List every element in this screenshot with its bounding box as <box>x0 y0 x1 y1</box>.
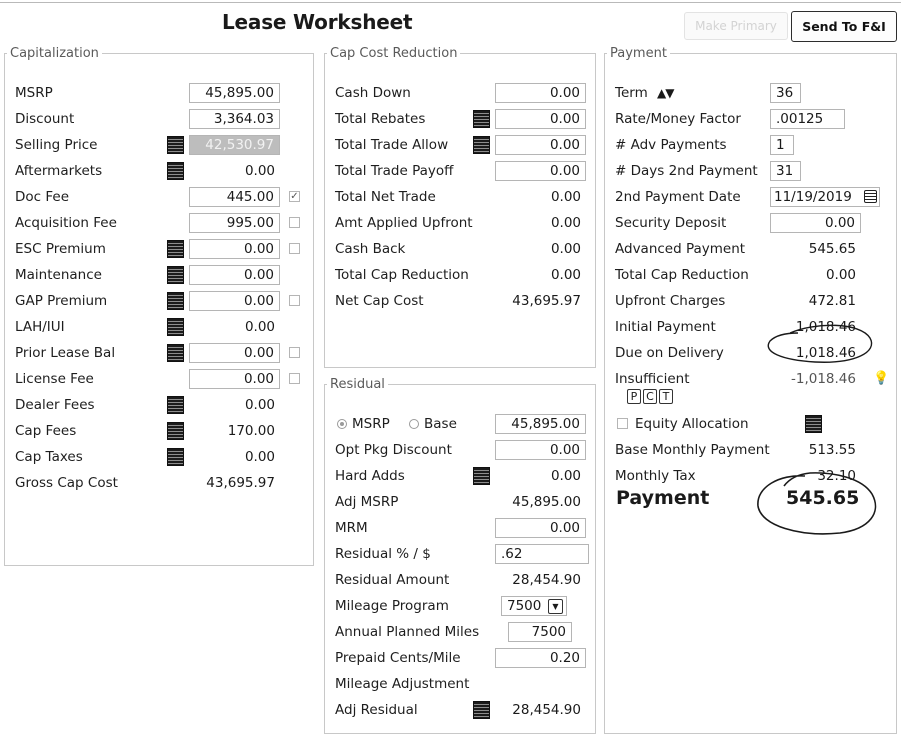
calculator-icon[interactable] <box>167 136 184 154</box>
aftermarkets-value: 0.00 <box>244 163 275 179</box>
calculator-icon[interactable] <box>167 240 184 258</box>
equity-allocation-checkbox[interactable] <box>617 418 628 429</box>
monthly-tax-value: 32.10 <box>817 468 856 484</box>
ccr-label: Total Cap Reduction <box>335 267 469 283</box>
residual-row-residual-amount <box>325 570 595 592</box>
term-input[interactable]: 36 <box>770 83 801 103</box>
cap-label: ESC Premium <box>15 241 106 257</box>
cap-row-discount <box>5 109 313 131</box>
payment-row-monthly-tax <box>605 466 896 488</box>
capitalization-panel <box>4 46 314 566</box>
calculator-icon[interactable] <box>167 162 184 180</box>
ccr-row-total-cap-reduction <box>325 265 595 287</box>
payment-row-total-cap-reduction <box>605 265 896 287</box>
residual-label: Mileage Program <box>335 598 449 614</box>
ccr-label: Total Trade Payoff <box>335 163 454 179</box>
advanced-payment-value: 545.65 <box>808 241 856 257</box>
base-radio-label: Base <box>424 416 457 432</box>
mileage-program-select[interactable] <box>501 596 567 616</box>
payment-label: Insufficient <box>615 371 690 387</box>
cap-label: Cap Fees <box>15 423 77 439</box>
due-on-delivery-value: 1,018.46 <box>795 345 856 361</box>
ccr-row-net-cap-cost <box>325 291 595 313</box>
ccr-label: Total Net Trade <box>335 189 436 205</box>
capitalization-legend: Capitalization <box>10 46 99 61</box>
insufficient-buttons <box>627 388 901 410</box>
residual-row-residual-pct <box>325 544 595 566</box>
cap-label: Cap Taxes <box>15 449 83 465</box>
payment-legend: Payment <box>610 46 667 61</box>
gross-cap-cost-value: 43,695.97 <box>206 475 275 491</box>
adj-msrp-value: 45,895.00 <box>512 494 581 510</box>
top-divider <box>0 2 901 3</box>
calculator-icon[interactable] <box>167 292 184 310</box>
send-to-fi-button[interactable]: Send To F&I <box>791 11 897 42</box>
gap-premium-checkbox[interactable] <box>289 295 300 306</box>
calculator-icon[interactable] <box>167 344 184 362</box>
cap-label: Prior Lease Bal <box>15 345 116 361</box>
residual-row-annual-planned-miles <box>325 622 595 644</box>
acquisition-fee-input[interactable]: 995.00 <box>189 213 280 233</box>
residual-row-opt-pkg-discount <box>325 440 595 462</box>
second-payment-date-input[interactable] <box>770 187 880 207</box>
residual-amount-value: 28,454.90 <box>512 572 581 588</box>
insufficient-value: -1,018.46 <box>791 371 856 387</box>
payment-total-cap-reduction-value: 0.00 <box>825 267 856 283</box>
ccr-label: Total Rebates <box>335 111 426 127</box>
cap-row-dealer-fees <box>5 395 313 417</box>
cap-cost-reduction-legend: Cap Cost Reduction <box>330 46 458 61</box>
total-trade-payoff-input[interactable]: 0.00 <box>495 161 586 181</box>
security-deposit-input[interactable]: 0.00 <box>770 213 861 233</box>
sort-arrows-icon[interactable]: ▲▼ <box>657 86 674 100</box>
ccr-label: Net Cap Cost <box>335 293 424 309</box>
money-factor-input[interactable]: .00125 <box>770 109 845 129</box>
residual-base-input[interactable]: 45,895.00 <box>495 414 586 434</box>
cap-label: Dealer Fees <box>15 397 95 413</box>
payment-label: Term <box>615 85 648 101</box>
residual-label: Adj Residual <box>335 702 418 718</box>
residual-row-adj-msrp <box>325 492 595 514</box>
calculator-icon[interactable] <box>805 415 822 433</box>
cash-down-input[interactable]: 0.00 <box>495 83 586 103</box>
cap-label: Selling Price <box>15 137 98 153</box>
residual-row-mileage-program <box>325 596 595 618</box>
ccr-label: Amt Applied Upfront <box>335 215 473 231</box>
net-cap-cost-value: 43,695.97 <box>512 293 581 309</box>
adv-payments-input[interactable]: 1 <box>770 135 794 155</box>
cap-row-maintenance <box>5 265 313 287</box>
calculator-icon[interactable] <box>167 266 184 284</box>
payment-label: Rate/Money Factor <box>615 111 741 127</box>
residual-label: Opt Pkg Discount <box>335 442 452 458</box>
ccr-row-total-trade-allow <box>325 135 595 157</box>
residual-label: Residual Amount <box>335 572 450 588</box>
payment-label: Initial Payment <box>615 319 716 335</box>
residual-label: Adj MSRP <box>335 494 399 510</box>
residual-row-mileage-adjustment <box>325 674 595 696</box>
cap-row-cap-fees <box>5 421 313 443</box>
page-title: Lease Worksheet <box>222 10 413 34</box>
license-fee-checkbox[interactable] <box>289 373 300 384</box>
chevron-down-icon[interactable]: ▼ <box>548 599 563 614</box>
payment-label: Advanced Payment <box>615 241 746 257</box>
make-primary-button[interactable]: Make Primary <box>684 12 788 40</box>
acquisition-fee-checkbox[interactable] <box>289 217 300 228</box>
ccr-row-total-trade-payoff <box>325 161 595 183</box>
residual-row-adj-residual <box>325 700 595 722</box>
cap-row-selling-price <box>5 135 313 157</box>
residual-row-basis <box>325 414 595 436</box>
hard-adds-value: 0.00 <box>550 468 581 484</box>
cap-label: Aftermarkets <box>15 163 103 179</box>
esc-premium-checkbox[interactable] <box>289 243 300 254</box>
payment-row-equity-allocation <box>605 414 896 436</box>
cap-row-msrp <box>5 83 313 105</box>
cap-fees-value: 170.00 <box>227 423 275 439</box>
payment-label: Due on Delivery <box>615 345 724 361</box>
payment-row-rate <box>605 109 896 131</box>
cap-label: License Fee <box>15 371 94 387</box>
residual-row-mrm <box>325 518 595 540</box>
msrp-radio[interactable] <box>337 416 390 432</box>
payment-total-label: Payment <box>616 487 710 509</box>
cap-row-gross-cap-cost <box>5 473 313 495</box>
radio-dot-icon <box>337 419 347 429</box>
calculator-icon[interactable] <box>473 701 490 719</box>
maintenance-input[interactable]: 0.00 <box>189 265 280 285</box>
payment-label: 2nd Payment Date <box>615 189 741 205</box>
residual-label: Mileage Adjustment <box>335 676 470 692</box>
residual-panel <box>324 377 596 734</box>
payment-label: Base Monthly Payment <box>615 442 770 458</box>
cap-row-lah-iui <box>5 317 313 339</box>
calculator-icon[interactable] <box>473 110 490 128</box>
payment-label: # Adv Payments <box>615 137 727 153</box>
payment-row-upfront-charges <box>605 291 896 313</box>
prepaid-cents-input[interactable]: 0.20 <box>495 648 586 668</box>
cap-label: Maintenance <box>15 267 102 283</box>
cap-label: Gross Cap Cost <box>15 475 118 491</box>
payment-row-security-deposit <box>605 213 896 235</box>
payment-label: # Days 2nd Payment <box>615 163 758 179</box>
cap-row-aftermarkets <box>5 161 313 183</box>
ccr-label: Cash Back <box>335 241 406 257</box>
payment-label: Equity Allocation <box>635 416 749 432</box>
cap-label: MSRP <box>15 85 53 101</box>
total-cap-reduction-value: 0.00 <box>550 267 581 283</box>
selling-price-input[interactable]: 42,530.97 <box>189 135 280 155</box>
payment-total-value: 545.65 <box>786 487 860 509</box>
residual-row-prepaid-cents <box>325 648 595 670</box>
cap-row-license-fee <box>5 369 313 391</box>
cap-label: Acquisition Fee <box>15 215 117 231</box>
msrp-input[interactable]: 45,895.00 <box>189 83 280 103</box>
cap-row-acquisition-fee <box>5 213 313 235</box>
payment-row-advanced-payment <box>605 239 896 261</box>
calculator-icon[interactable] <box>167 422 184 440</box>
discount-input[interactable]: 3,364.03 <box>189 109 280 129</box>
residual-legend: Residual <box>330 377 385 392</box>
residual-label: MRM <box>335 520 368 536</box>
license-fee-input[interactable]: 0.00 <box>189 369 280 389</box>
total-rebates-input[interactable]: 0.00 <box>495 109 586 129</box>
upfront-charges-value: 472.81 <box>808 293 856 309</box>
residual-label: Hard Adds <box>335 468 405 484</box>
cap-row-doc-fee <box>5 187 313 209</box>
cap-label: Doc Fee <box>15 189 70 205</box>
dealer-fees-value: 0.00 <box>244 397 275 413</box>
prior-lease-bal-checkbox[interactable] <box>289 347 300 358</box>
msrp-radio-label: MSRP <box>352 416 390 432</box>
cap-taxes-value: 0.00 <box>244 449 275 465</box>
residual-pct-input[interactable]: .62 <box>495 544 589 564</box>
ccr-row-total-net-trade <box>325 187 595 209</box>
cap-row-esc-premium <box>5 239 313 261</box>
t-button[interactable]: T <box>659 389 673 404</box>
initial-payment-value: 1,018.46 <box>795 319 856 335</box>
base-monthly-payment-value: 513.55 <box>808 442 856 458</box>
doc-fee-input[interactable]: 445.00 <box>189 187 280 207</box>
calculator-icon[interactable] <box>473 467 490 485</box>
payment-panel <box>604 46 897 734</box>
cap-row-cap-taxes <box>5 447 313 469</box>
cap-cost-reduction-panel <box>324 46 596 368</box>
payment-row-base-monthly <box>605 440 896 462</box>
gap-premium-input[interactable]: 0.00 <box>189 291 280 311</box>
cap-label: LAH/IUI <box>15 319 65 335</box>
calculator-icon[interactable] <box>167 396 184 414</box>
payment-row-due-on-delivery <box>605 343 896 365</box>
doc-fee-checkbox[interactable]: ✓ <box>290 191 299 202</box>
total-trade-allow-input[interactable]: 0.00 <box>495 135 586 155</box>
total-net-trade-value: 0.00 <box>550 189 581 205</box>
payment-row-adv-payments <box>605 135 896 157</box>
second-payment-date-value: 11/19/2019 <box>774 189 852 205</box>
calculator-icon[interactable] <box>473 136 490 154</box>
p-button[interactable]: P <box>627 389 641 404</box>
residual-label: Annual Planned Miles <box>335 624 480 640</box>
payment-label: Upfront Charges <box>615 293 726 309</box>
mileage-program-value: 7500 <box>507 598 542 614</box>
radio-dot-icon <box>409 419 419 429</box>
cap-label: GAP Premium <box>15 293 108 309</box>
adj-residual-value: 28,454.90 <box>512 702 581 718</box>
ccr-label: Cash Down <box>335 85 411 101</box>
cap-label: Discount <box>15 111 75 127</box>
payment-label: Security Deposit <box>615 215 727 231</box>
esc-premium-input[interactable]: 0.00 <box>189 239 280 259</box>
payment-row-term <box>605 83 896 105</box>
lightbulb-icon[interactable]: 💡 <box>873 371 890 386</box>
calendar-icon[interactable] <box>864 190 877 203</box>
residual-label: Residual % / $ <box>335 546 431 562</box>
amt-applied-upfront-value: 0.00 <box>550 215 581 231</box>
days-2nd-payment-input[interactable]: 31 <box>770 161 801 181</box>
residual-row-hard-adds <box>325 466 595 488</box>
ccr-row-cash-down <box>325 83 595 105</box>
cash-back-value: 0.00 <box>550 241 581 257</box>
cap-row-gap-premium <box>5 291 313 313</box>
ccr-row-amt-applied-upfront <box>325 213 595 235</box>
ccr-label: Total Trade Allow <box>335 137 449 153</box>
payment-label: Total Cap Reduction <box>615 267 749 283</box>
base-radio[interactable] <box>409 416 457 432</box>
prior-lease-bal-input[interactable]: 0.00 <box>189 343 280 363</box>
payment-label: Monthly Tax <box>615 468 696 484</box>
calculator-icon[interactable] <box>167 318 184 336</box>
mrm-input[interactable]: 0.00 <box>495 518 586 538</box>
calculator-icon[interactable] <box>167 448 184 466</box>
ccr-row-total-rebates <box>325 109 595 131</box>
opt-pkg-discount-input[interactable]: 0.00 <box>495 440 586 460</box>
cap-row-prior-lease-bal <box>5 343 313 365</box>
residual-label: Prepaid Cents/Mile <box>335 650 461 666</box>
payment-row-2nd-date <box>605 187 896 209</box>
c-button[interactable]: C <box>643 389 657 404</box>
payment-row-initial-payment <box>605 317 896 339</box>
lah-iui-value: 0.00 <box>244 319 275 335</box>
ccr-row-cash-back <box>325 239 595 261</box>
annual-planned-miles-input[interactable]: 7500 <box>508 622 572 642</box>
payment-row-days-2nd <box>605 161 896 183</box>
